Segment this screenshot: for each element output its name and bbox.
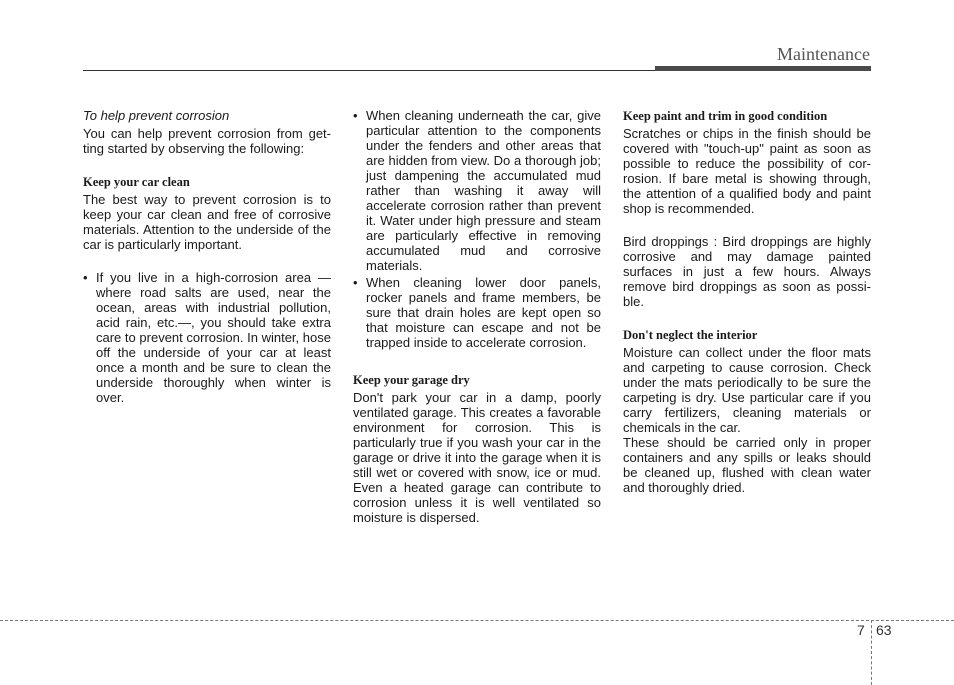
- intro-paragraph: You can help prevent corrosion from getting started by observing the following:: [83, 126, 331, 156]
- list-item: • If you live in a high-corrosion area — where road salts are used, near the ocean, areas with industrial pollution, acid rain, etc.—, you should take extra care to prevent corrosion. In winter, hose off the underside of your car at least once a month and be sure to clean the underside thoroughly when winter is over.: [83, 270, 331, 405]
- interior-paragraph-2: These should be carried only in proper containers and any spills or leaks should be cleaned up, flushed with clean water and thoroughly dried.: [623, 435, 871, 495]
- paint-paragraph: Scratches or chips in the finish should be covered with "touch-up" paint as soon as possible to reduce the possibility of corrosion. If bare metal is showing through, the attention of a qualified body and paint shop is recommended.: [623, 126, 871, 216]
- column-3: [623, 108, 871, 495]
- bullet-list: [353, 108, 601, 350]
- footer-rule: [0, 620, 954, 621]
- page-number: 63: [876, 622, 892, 638]
- interior-paragraph: Moisture can collect under the floor mats and carpeting to cause corrosion. Check under the mats periodically to be sure the carpeting is dry. Use particular care if you carry fertilizers, cleaning materials or chemicals in the car.: [623, 345, 871, 435]
- list-item: • When cleaning lower door panels, rocker panels and frame members, be sure that drain holes are kept open so that moisture can escape and not be trapped inside to accelerate corrosion.: [353, 275, 601, 350]
- paint-heading: Keep paint and trim in good condition: [623, 109, 828, 123]
- column-2: [353, 108, 601, 525]
- footer-divider: [871, 620, 872, 685]
- chapter-number: 7: [857, 622, 865, 638]
- section-heading: To help prevent corrosion: [83, 108, 230, 123]
- garage-heading: Keep your garage dry: [353, 373, 470, 387]
- clean-paragraph: The best way to prevent corrosion is to keep your car clean and free of corrosive materials. Attention to the underside of the car is particularly important.: [83, 192, 331, 252]
- column-1: [83, 108, 331, 407]
- clean-heading: Keep your car clean: [83, 175, 190, 189]
- list-item: • When cleaning underneath the car, give particular attention to the components under the fenders and other areas that are hidden from view. Do a thorough job; just dampening the accumulated mud rather than washing it away will accelerate corrosion rather than prevent it. Water under high pressure and steam are particularly effective in removing accumulated mud and corrosive materials.: [353, 108, 601, 273]
- bullet-list: [83, 270, 331, 405]
- header-rule: [83, 70, 655, 71]
- header-rule-accent: [655, 66, 871, 71]
- section-title: Maintenance: [777, 44, 870, 64]
- garage-paragraph: Don't park your car in a damp, poorly ventilated garage. This creates a favorable environment for corrosion. This is particularly true if you wash your car in the garage or drive it into the garage when it is still wet or covered with snow, ice or mud. Even a heated garage can contribute to corrosion unless it is well ventilated so moisture is dispersed.: [353, 390, 601, 525]
- bird-paragraph: Bird droppings : Bird droppings are highly corrosive and may damage painted surfaces in just a few hours. Always remove bird droppings as soon as possible.: [623, 234, 871, 309]
- interior-heading: Don't neglect the interior: [623, 328, 758, 342]
